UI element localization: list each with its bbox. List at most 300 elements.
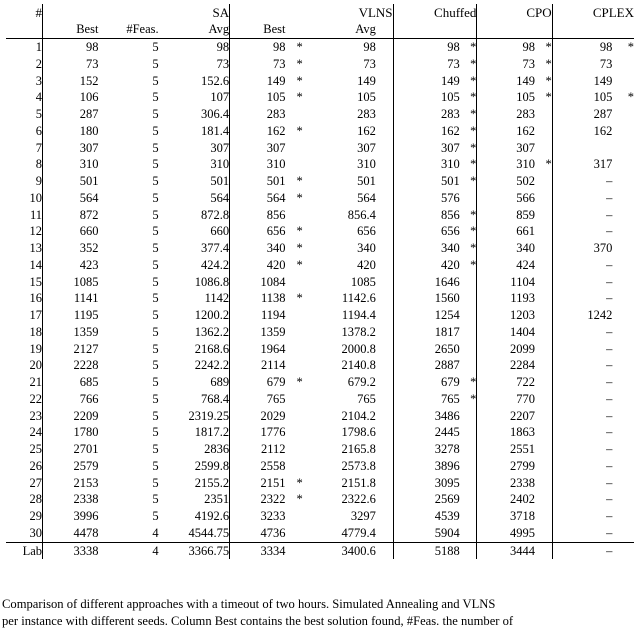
cell-cplex-optimal-marker: [612, 491, 634, 508]
cell-vlns-avg: 3297: [350, 509, 376, 524]
cell-instance-id: 20: [29, 358, 43, 373]
cell-vlns-best: 4736: [230, 525, 286, 542]
cell-vlns-best: 307: [230, 140, 286, 157]
cell-sa-feas: 5: [152, 257, 159, 272]
cell-vlns-avg-optimal-marker: [376, 173, 393, 190]
cell-instance-id: 27: [29, 475, 43, 490]
cell-chuffed-optimal-marker: [460, 458, 477, 475]
cell-cplex-optimal-marker: [612, 458, 634, 475]
cell-vlns-avg: 1085: [350, 274, 376, 289]
cell-vlns-best-optimal-marker: [286, 156, 303, 173]
cell-sa-best: 2701: [43, 441, 99, 458]
cell-chuffed: 3486: [393, 408, 460, 425]
cell-vlns-avg-optimal-marker: [376, 290, 393, 307]
cell-chuffed: 2887: [393, 357, 460, 374]
cell-chuffed: 5904: [393, 525, 460, 542]
cell-vlns-best: 3233: [230, 508, 286, 525]
cell-instance-id: 26: [29, 458, 43, 473]
cell-instance-id: 6: [35, 123, 43, 138]
group-header-chuffed: Chuffed: [393, 4, 477, 21]
cell-vlns-avg: 1798.6: [341, 425, 376, 440]
cell-cplex-optimal-marker: [612, 56, 634, 73]
cell-vlns-avg-optimal-marker: [376, 307, 393, 324]
cell-cpo: 2799: [477, 458, 535, 475]
cell-instance-id: 13: [29, 241, 43, 256]
cell-vlns-avg: 856.4: [347, 207, 376, 222]
cell-cpo: 3444: [477, 542, 535, 559]
cell-vlns-best: 1138: [230, 290, 286, 307]
cell-sa-best: 660: [43, 223, 99, 240]
cell-chuffed-optimal-marker: [460, 475, 477, 492]
cell-cplex: –: [552, 274, 612, 291]
cell-vlns-avg-optimal-marker: [376, 324, 393, 341]
cell-chuffed: 656: [393, 223, 460, 240]
cell-chuffed-optimal-marker: *: [470, 207, 477, 222]
cell-cpo: 1104: [477, 274, 535, 291]
results-table: [6, 4, 634, 559]
cell-sa-avg: 1200.2: [194, 308, 230, 323]
cell-instance-id: 19: [29, 341, 43, 356]
cell-chuffed: 2650: [393, 341, 460, 358]
cell-vlns-avg: 105: [357, 90, 376, 105]
cell-sa-feas: 5: [152, 274, 159, 289]
cell-vlns-best: 1359: [230, 324, 286, 341]
cell-chuffed-optimal-marker: *: [470, 140, 477, 155]
cell-chuffed: 162: [393, 123, 460, 140]
cell-vlns-avg: 679.2: [347, 375, 376, 390]
cell-vlns-avg-optimal-marker: [376, 542, 393, 559]
cell-sa-best: 1141: [43, 290, 99, 307]
cell-cpo: 1193: [477, 290, 535, 307]
cell-cplex: –: [552, 173, 612, 190]
table-row: [6, 441, 634, 458]
cell-vlns-best: 501: [230, 173, 286, 190]
cell-sa-avg: 2242.2: [194, 358, 230, 373]
cell-instance-id: 23: [29, 408, 43, 423]
cell-vlns-avg-optimal-marker: [376, 240, 393, 257]
cell-vlns-best: 73: [230, 56, 286, 73]
table-row: [6, 374, 634, 391]
cell-chuffed: 420: [393, 257, 460, 274]
cell-cplex-optimal-marker: [612, 106, 634, 123]
table-row: [6, 190, 634, 207]
cell-cpo-optimal-marker: [535, 408, 552, 425]
cell-sa-feas: 5: [152, 123, 159, 138]
cell-sa-best: 180: [43, 123, 99, 140]
cell-vlns-avg-optimal-marker: [376, 508, 393, 525]
sub-header-vlns-avg-star: [376, 21, 393, 38]
cell-cplex: –: [552, 424, 612, 441]
cell-vlns-avg: 3400.6: [303, 542, 376, 559]
cell-chuffed-optimal-marker: *: [470, 123, 477, 138]
cell-chuffed: 3896: [393, 458, 460, 475]
cell-cplex: –: [552, 475, 612, 492]
cell-cpo: 2338: [477, 475, 535, 492]
cell-instance-id: 29: [29, 509, 43, 524]
cell-cplex: –: [552, 525, 612, 542]
sub-header-sa-feas: #Feas.: [126, 22, 159, 37]
cell-sa-avg: 107: [210, 90, 230, 105]
cell-cplex: –: [552, 391, 612, 408]
cell-cpo: 661: [477, 223, 535, 240]
cell-chuffed-optimal-marker: [460, 542, 477, 559]
cell-cpo-optimal-marker: [535, 458, 552, 475]
cell-chuffed-optimal-marker: [460, 190, 477, 207]
cell-chuffed: 501: [393, 173, 460, 190]
cell-sa-best: 3338: [43, 542, 99, 559]
cell-vlns-avg-optimal-marker: [376, 207, 393, 224]
cell-vlns-avg-optimal-marker: [376, 424, 393, 441]
table-row: [6, 458, 634, 475]
cell-vlns-best: 162: [230, 123, 286, 140]
table-row: [6, 324, 634, 341]
cell-chuffed-optimal-marker: [460, 341, 477, 358]
cell-vlns-best: 105: [230, 89, 286, 106]
cell-sa-feas: 5: [152, 291, 159, 306]
cell-vlns-best-optimal-marker: [286, 391, 303, 408]
cell-vlns-best-optimal-marker: *: [296, 174, 303, 189]
cell-cpo-optimal-marker: *: [535, 39, 552, 56]
cell-sa-feas: 5: [152, 509, 159, 524]
cell-cpo-optimal-marker: [535, 374, 552, 391]
cell-sa-avg: 1817.2: [194, 425, 230, 440]
cell-sa-avg: 564: [210, 190, 230, 205]
cell-cplex-optimal-marker: [612, 257, 634, 274]
cell-cpo: 3718: [477, 508, 535, 525]
table-row: [6, 89, 634, 106]
cell-cplex: –: [552, 441, 612, 458]
cell-chuffed: 4539: [393, 508, 460, 525]
cell-cpo-optimal-marker: *: [545, 56, 552, 71]
cell-sa-avg: 660: [210, 224, 230, 239]
cell-vlns-best: 3334: [230, 542, 286, 559]
cell-instance-id: 28: [29, 492, 43, 507]
cell-cpo-optimal-marker: [535, 542, 552, 559]
cell-vlns-best: 2029: [230, 408, 286, 425]
cell-cplex: –: [552, 491, 612, 508]
cell-cplex-optimal-marker: [612, 207, 634, 224]
cell-vlns-avg: 564: [357, 190, 376, 205]
cell-vlns-avg: 765: [357, 391, 376, 406]
group-header-sa: SA: [43, 4, 230, 21]
cell-sa-feas: 5: [152, 425, 159, 440]
cell-vlns-best-optimal-marker: *: [296, 56, 303, 71]
cell-vlns-avg-optimal-marker: [376, 357, 393, 374]
table-row: [6, 156, 634, 173]
cell-cplex: –: [552, 257, 612, 274]
cell-cpo-optimal-marker: [535, 491, 552, 508]
cell-cplex-optimal-marker: [612, 140, 634, 157]
cell-sa-feas: 5: [152, 90, 159, 105]
cell-sa-feas: 5: [152, 107, 159, 122]
figure-caption: [0, 596, 640, 630]
cell-cplex: –: [552, 357, 612, 374]
cell-sa-best: 4478: [43, 525, 99, 542]
cell-vlns-best: 98: [230, 39, 286, 56]
cell-cplex-optimal-marker: [612, 156, 634, 173]
cell-cplex-optimal-marker: [612, 391, 634, 408]
cell-cpo-optimal-marker: *: [545, 90, 552, 105]
cell-vlns-best: 1776: [230, 424, 286, 441]
cell-cplex: 105: [552, 89, 612, 106]
cell-vlns-best: 340: [230, 240, 286, 257]
cell-sa-feas: 5: [152, 358, 159, 373]
cell-cpo: 2099: [477, 341, 535, 358]
cell-cpo: 73: [477, 56, 535, 73]
cell-sa-best: 98: [43, 39, 99, 56]
cell-cpo: 307: [477, 140, 535, 157]
cell-vlns-best: 2322: [230, 491, 286, 508]
cell-cpo: 149: [477, 73, 535, 90]
cell-vlns-avg: 2573.8: [341, 458, 376, 473]
cell-sa-best: 310: [43, 156, 99, 173]
sub-header-index: [6, 21, 43, 38]
table-row: [6, 106, 634, 123]
cell-vlns-avg: 1142.6: [341, 291, 376, 306]
cell-cpo-optimal-marker: *: [545, 157, 552, 172]
cell-cplex-optimal-marker: [612, 424, 634, 441]
cell-vlns-avg-optimal-marker: [376, 73, 393, 90]
cell-sa-avg: 2836: [204, 442, 230, 457]
cell-cplex-optimal-marker: *: [627, 90, 634, 105]
cell-cplex: 317: [552, 156, 612, 173]
cell-instance-id: 5: [35, 107, 43, 122]
cell-instance-id: Lab: [6, 542, 43, 559]
cell-sa-avg: 2599.8: [194, 458, 230, 473]
cell-vlns-best-optimal-marker: [286, 408, 303, 425]
sub-header-cplex-star: [612, 21, 634, 38]
cell-vlns-best: 149: [230, 73, 286, 90]
group-header-cpo: CPO: [477, 4, 552, 21]
cell-vlns-avg: 98: [303, 39, 376, 56]
cell-vlns-best-optimal-marker: *: [296, 241, 303, 256]
results-body: [6, 39, 634, 560]
cell-vlns-avg-optimal-marker: [376, 374, 393, 391]
cell-instance-id: 21: [29, 375, 43, 390]
cell-vlns-best-optimal-marker: [286, 106, 303, 123]
cell-chuffed-optimal-marker: *: [470, 375, 477, 390]
cell-vlns-best: 2151: [230, 475, 286, 492]
table-row: [6, 223, 634, 240]
cell-vlns-best-optimal-marker: [286, 441, 303, 458]
cell-sa-avg: 768.4: [200, 391, 230, 406]
cell-instance-id: 22: [29, 391, 43, 406]
cell-vlns-best: 283: [230, 106, 286, 123]
cell-cplex-optimal-marker: [612, 290, 634, 307]
cell-vlns-best-optimal-marker: [286, 508, 303, 525]
cell-vlns-avg-optimal-marker: [376, 156, 393, 173]
cell-sa-avg: 1142: [204, 291, 230, 306]
cell-cpo: 98: [477, 39, 535, 56]
cell-vlns-avg-optimal-marker: [376, 89, 393, 106]
cell-vlns-avg: 340: [357, 241, 376, 256]
cell-chuffed: 1560: [393, 290, 460, 307]
cell-vlns-avg-optimal-marker: [376, 106, 393, 123]
cell-cpo-optimal-marker: [535, 140, 552, 157]
cell-vlns-best: 856: [230, 207, 286, 224]
cell-vlns-avg: 2151.8: [341, 475, 376, 490]
cell-cpo-optimal-marker: [535, 357, 552, 374]
cell-sa-best: 1359: [43, 324, 99, 341]
cell-sa-feas: 5: [152, 207, 159, 222]
table-row: [6, 290, 634, 307]
cell-chuffed: 1817: [393, 324, 460, 341]
cell-chuffed-optimal-marker: [460, 274, 477, 291]
cell-chuffed: 310: [393, 156, 460, 173]
cell-vlns-best-optimal-marker: [286, 458, 303, 475]
summary-row: [6, 542, 634, 559]
group-header-index: #: [35, 5, 43, 20]
cell-cplex-optimal-marker: [612, 173, 634, 190]
sub-header-sa-best: Best: [43, 21, 99, 38]
cell-cplex-optimal-marker: [612, 525, 634, 542]
cell-cplex-optimal-marker: [612, 475, 634, 492]
cell-cpo-optimal-marker: [535, 441, 552, 458]
cell-cpo-optimal-marker: [535, 290, 552, 307]
cell-cpo-optimal-marker: [535, 274, 552, 291]
cell-chuffed: 283: [393, 106, 460, 123]
sub-header-cpo: [477, 21, 535, 38]
cell-sa-feas: 4: [98, 542, 158, 559]
cell-vlns-best-optimal-marker: *: [296, 492, 303, 507]
cell-cpo: 566: [477, 190, 535, 207]
cell-vlns-best-optimal-marker: [286, 140, 303, 157]
cell-chuffed-optimal-marker: [460, 441, 477, 458]
cell-cpo: 2402: [477, 491, 535, 508]
cell-instance-id: 30: [29, 525, 43, 540]
cell-vlns-best-optimal-marker: [286, 357, 303, 374]
cell-sa-avg: 2351: [204, 492, 230, 507]
cell-chuffed: 2445: [393, 424, 460, 441]
cell-sa-avg: 377.4: [200, 241, 230, 256]
cell-vlns-avg: 1194.4: [341, 308, 376, 323]
cell-cplex-optimal-marker: [612, 190, 634, 207]
cell-vlns-best-optimal-marker: [286, 274, 303, 291]
cell-sa-avg: 1362.2: [194, 324, 230, 339]
cell-instance-id: 16: [29, 291, 43, 306]
cell-chuffed-optimal-marker: [460, 290, 477, 307]
cell-sa-feas: 5: [152, 190, 159, 205]
cell-chuffed: 149: [393, 73, 460, 90]
cell-cplex: –: [552, 341, 612, 358]
cell-cpo-optimal-marker: [535, 307, 552, 324]
sub-header-vlns-best-star: [286, 21, 303, 38]
table-row: [6, 240, 634, 257]
table-row: [6, 525, 634, 542]
sub-header-vlns-best: Best: [230, 21, 286, 38]
cell-sa-best: 2153: [43, 475, 99, 492]
cell-cplex: 1242: [552, 307, 612, 324]
cell-cplex-optimal-marker: [612, 123, 634, 140]
cell-chuffed-optimal-marker: [460, 324, 477, 341]
cell-sa-avg: 2155.2: [194, 475, 230, 490]
cell-cplex-optimal-marker: [612, 441, 634, 458]
cell-cpo: 162: [477, 123, 535, 140]
cell-instance-id: 2: [35, 56, 43, 71]
cell-cplex-optimal-marker: [612, 542, 634, 559]
cell-vlns-best: 1084: [230, 274, 286, 291]
cell-sa-best: 1780: [43, 424, 99, 441]
cell-sa-feas: 5: [152, 56, 159, 71]
cell-vlns-best: 310: [230, 156, 286, 173]
cell-chuffed: 98: [393, 39, 460, 56]
cell-cplex-optimal-marker: [612, 341, 634, 358]
cell-cpo-optimal-marker: [535, 223, 552, 240]
sub-header-row: [6, 21, 634, 38]
cell-vlns-best-optimal-marker: *: [296, 475, 303, 490]
cell-sa-avg: 501: [210, 174, 230, 189]
cell-chuffed: 3095: [393, 475, 460, 492]
cell-vlns-avg-optimal-marker: [376, 458, 393, 475]
cell-vlns-avg: 656: [357, 224, 376, 239]
cell-sa-feas: 5: [152, 324, 159, 339]
cell-instance-id: 3: [35, 73, 43, 88]
cell-vlns-best: 1964: [230, 341, 286, 358]
cell-cplex: [552, 140, 612, 157]
table-row: [6, 257, 634, 274]
table-row: [6, 274, 634, 291]
cell-chuffed-optimal-marker: [460, 408, 477, 425]
cell-sa-feas: 5: [152, 241, 159, 256]
cell-chuffed: 73: [393, 56, 460, 73]
cell-vlns-avg: 2322.6: [341, 492, 376, 507]
cell-cplex-optimal-marker: [612, 324, 634, 341]
cell-cplex-optimal-marker: [612, 223, 634, 240]
cell-sa-feas: 5: [152, 458, 159, 473]
cell-cpo: 424: [477, 257, 535, 274]
cell-vlns-avg: 73: [363, 56, 376, 71]
cell-sa-best: 287: [43, 106, 99, 123]
cell-sa-best: 501: [43, 173, 99, 190]
cell-chuffed-optimal-marker: [460, 508, 477, 525]
cell-chuffed: 340: [393, 240, 460, 257]
cell-vlns-avg-optimal-marker: [376, 525, 393, 542]
cell-cpo-optimal-marker: [535, 341, 552, 358]
cell-vlns-avg-optimal-marker: [376, 274, 393, 291]
cell-vlns-avg: 2140.8: [341, 358, 376, 373]
cell-vlns-best-optimal-marker: [286, 307, 303, 324]
cell-vlns-best: 1194: [230, 307, 286, 324]
cell-sa-best: 685: [43, 374, 99, 391]
cell-sa-avg: 4192.6: [194, 509, 230, 524]
cell-vlns-best-optimal-marker: [286, 525, 303, 542]
cell-sa-avg: 98: [159, 39, 230, 56]
cell-vlns-avg-optimal-marker: [376, 56, 393, 73]
cell-cpo: 722: [477, 374, 535, 391]
cell-sa-best: 2127: [43, 341, 99, 358]
cell-chuffed-optimal-marker: *: [470, 56, 477, 71]
cell-cpo: 105: [477, 89, 535, 106]
table-row: [6, 508, 634, 525]
cell-sa-best: 352: [43, 240, 99, 257]
cell-vlns-best-optimal-marker: *: [296, 190, 303, 205]
cell-vlns-avg-optimal-marker: [376, 223, 393, 240]
cell-vlns-best-optimal-marker: *: [286, 39, 303, 56]
cell-cpo-optimal-marker: [535, 508, 552, 525]
cell-sa-feas: 5: [152, 341, 159, 356]
cell-cpo: 1404: [477, 324, 535, 341]
sub-header-cpo-star: [535, 21, 552, 38]
cell-vlns-best: 2558: [230, 458, 286, 475]
cell-vlns-avg-optimal-marker: [376, 491, 393, 508]
cell-instance-id: 17: [29, 308, 43, 323]
cell-cplex: –: [552, 458, 612, 475]
cell-vlns-best: 564: [230, 190, 286, 207]
cell-vlns-avg: 310: [357, 157, 376, 172]
sub-header-cplex: [552, 21, 612, 38]
cell-vlns-avg-optimal-marker: [376, 123, 393, 140]
cell-chuffed-optimal-marker: [460, 357, 477, 374]
